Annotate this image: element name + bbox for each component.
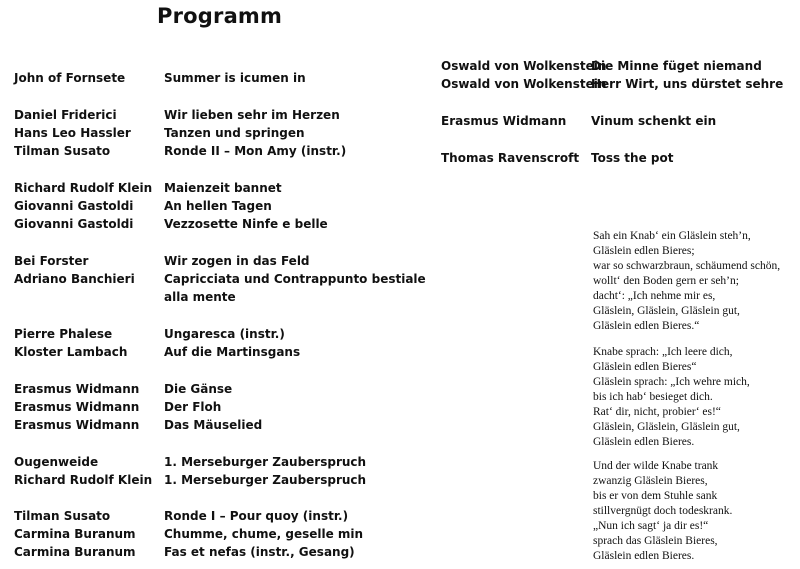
composer: Giovanni Gastoldi	[14, 217, 134, 231]
poem-line: zwanzig Gläslein Bieres,	[593, 475, 708, 487]
composer: Thomas Ravenscroft	[441, 151, 580, 165]
piece-title: Ronde II – Mon Amy (instr.)	[164, 144, 347, 158]
piece-title: Ungaresca (instr.)	[164, 327, 285, 341]
composer: Carmina Buranum	[14, 545, 136, 559]
piece-title: 1. Merseburger Zauberspruch	[164, 455, 367, 469]
poem-line: Gläslein edlen Bieres.“	[593, 320, 700, 332]
piece-title: Herr Wirt, uns dürstet sehre	[591, 77, 784, 91]
composer: John of Fornsete	[14, 71, 126, 85]
poem-stanza-1	[593, 229, 780, 334]
piece-title: Die Gänse	[164, 382, 233, 396]
poem-line: Gläslein, Gläslein, Gläslein gut,	[593, 421, 740, 433]
composer: Tilman Susato	[14, 509, 111, 523]
poem-line: bis er von dem Stuhle sank	[593, 490, 718, 502]
piece-title: Toss the pot	[591, 151, 674, 165]
composer: Hans Leo Hassler	[14, 126, 131, 140]
poem-line: war so schwarzbraun, schäumend schön,	[593, 260, 781, 272]
poem-line: Gläslein edlen Bieres.	[593, 550, 695, 562]
piece-title: Vezzosette Ninfe e belle	[164, 217, 328, 231]
composer: Oswald von Wolkenstein	[441, 59, 607, 73]
composer: Bei Forster	[14, 254, 89, 268]
composer: Adriano Banchieri	[14, 272, 135, 286]
composer: Erasmus Widmann	[14, 400, 140, 414]
poem-line: Gläslein edlen Bieres.	[593, 436, 695, 448]
piece-title: Ronde I – Pour quoy (instr.)	[164, 509, 349, 523]
poem-line: Rat‘ dir, nicht, probier‘ es!“	[593, 406, 721, 418]
composer: Kloster Lambach	[14, 345, 128, 359]
composer: Daniel Friderici	[14, 108, 117, 122]
composer: Erasmus Widmann	[441, 114, 567, 128]
composer: Tilman Susato	[14, 144, 111, 158]
piece-title: Das Mäuselied	[164, 418, 263, 432]
piece-title: Maienzeit bannet	[164, 181, 282, 195]
composer: Erasmus Widmann	[14, 382, 140, 396]
piece-title: Summer is icumen in	[164, 71, 306, 85]
poem-line: Knabe sprach: „Ich leere dich,	[593, 346, 733, 358]
poem-line: bis ich hab‘ besieget dich.	[593, 391, 713, 403]
piece-title: Auf die Martinsgans	[164, 345, 301, 359]
piece-title: Capricciata und Contrappunto bestiale	[164, 272, 426, 286]
poem-line: Gläslein, Gläslein, Gläslein gut,	[593, 305, 740, 317]
poem-stanza-2	[593, 345, 750, 450]
piece-title: 1. Merseburger Zauberspruch	[164, 473, 367, 487]
piece-title: An hellen Tagen	[164, 199, 272, 213]
piece-title: alla mente	[164, 290, 236, 304]
poem-line: Gläslein sprach: „Ich wehre mich,	[593, 376, 750, 388]
piece-title: Der Floh	[164, 400, 222, 414]
piece-title: Vinum schenkt ein	[591, 114, 717, 128]
piece-title: Wir lieben sehr im Herzen	[164, 108, 340, 122]
composer: Richard Rudolf Klein	[14, 181, 153, 195]
piece-title: Tanzen und springen	[164, 126, 305, 140]
composer: Erasmus Widmann	[14, 418, 140, 432]
composer: Pierre Phalese	[14, 327, 113, 341]
composer: Oswald von Wolkenstein	[441, 77, 607, 91]
composer: Giovanni Gastoldi	[14, 199, 134, 213]
poem-line: Sah ein Knab‘ ein Gläslein steh’n,	[593, 230, 751, 242]
poem-stanza-3	[593, 459, 732, 564]
poem-line: Gläslein edlen Bieres“	[593, 361, 697, 373]
poem-line: Gläslein edlen Bieres;	[593, 245, 695, 257]
composer: Carmina Buranum	[14, 527, 136, 541]
piece-title: Fas et nefas (instr., Gesang)	[164, 545, 355, 559]
piece-title: Wir zogen in das Feld	[164, 254, 310, 268]
piece-title: Die Minne füget niemand	[591, 59, 762, 73]
composer: Richard Rudolf Klein	[14, 473, 153, 487]
poem-line: wollt‘ den Boden gern er seh’n;	[593, 275, 739, 287]
poem-line: stillvergnügt doch todeskrank.	[593, 505, 733, 517]
poem-line: „Nun ich sagt‘ ja dir es!“	[593, 520, 709, 532]
poem-line: sprach das Gläslein Bieres,	[593, 535, 718, 547]
piece-title: Chumme, chume, geselle min	[164, 527, 364, 541]
poem-line: Und der wilde Knabe trank	[593, 460, 719, 472]
poem-line: dacht‘: „Ich nehme mir es,	[593, 290, 716, 302]
page-title: Programm	[157, 4, 283, 28]
composer: Ougenweide	[14, 455, 99, 469]
